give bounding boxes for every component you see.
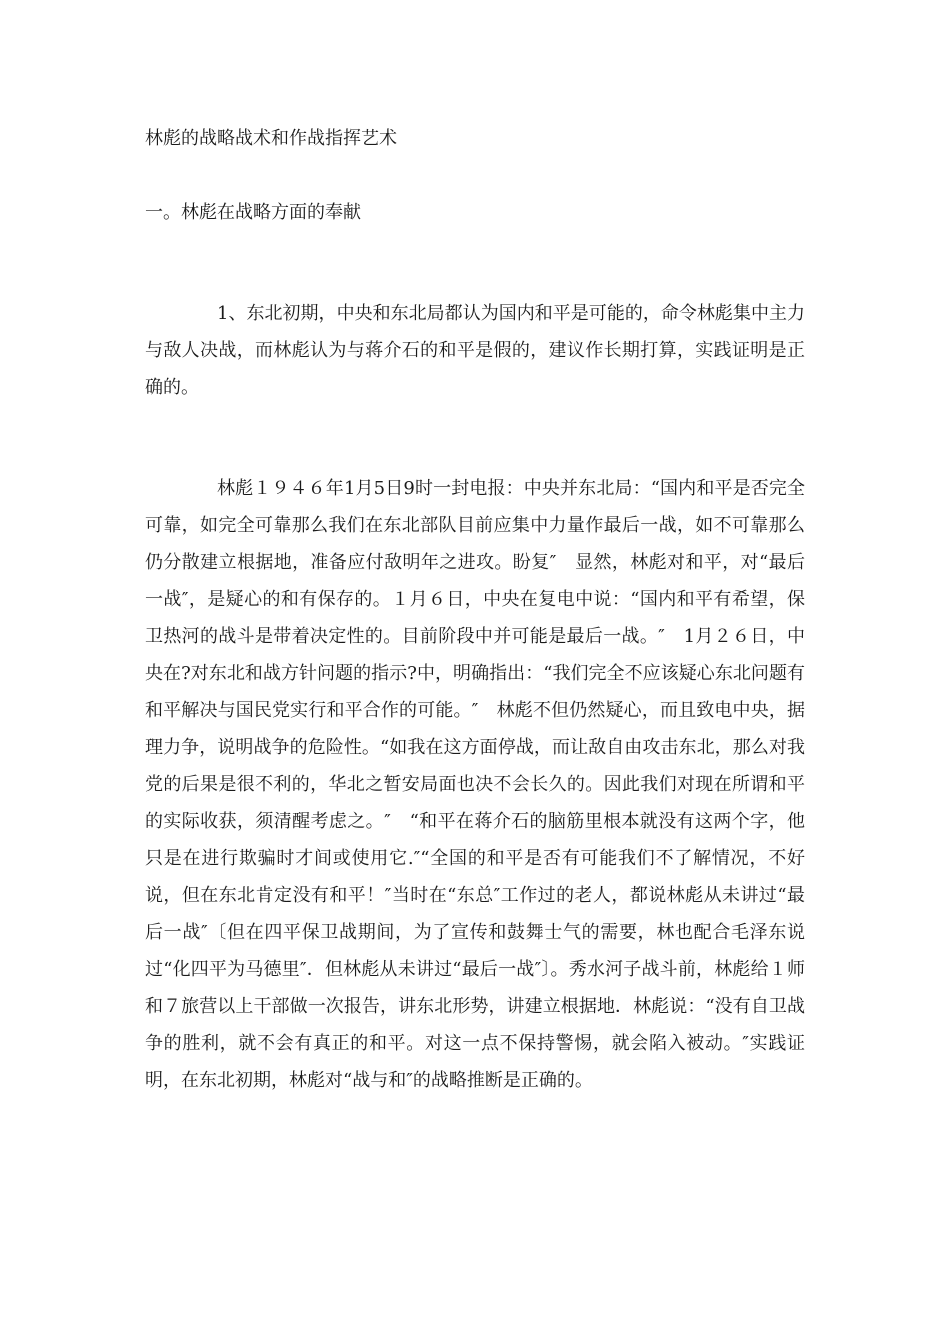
paragraph-2: 林彪１９４６年1月5日9时一封电报：中央并东北局：“国内和平是否完全可靠，如完全可靠那么我们在东北部队目前应集中力量作最后一战，如不可靠那么仍分散建立根据地，准备应付敌明年之进攻。盼复″ 显然，林彪对和平，对“最后一战″，是疑心的和有保存的。１月６日，中央在复电中说：“国内和平有希望，保卫热河的战斗是带着决定性的。目前阶段中并可能是最后一战。″ 1月２６日，中央在?对东北和战方针问题的指示?中，明确指出：“我们完全不应该疑心东北问题有和平解决与国民党实行和平合作的可能。″ 林彪不但仍然疑心，而且致电中央，据理力争，说明战争的危险性。“如我在这方面停战，而让敌自由攻击东北，那么对我党的后果是很不利的，华北之暂安局面也决不会长久的。因此我们对现在所谓和平的实际收获，须清醒考虑之。″ “和平在蒋介石的脑筋里根本就没有这两个字，他只是在进行欺骗时才间或使用它.″“全国的和平是否有可能我们不了解情况，不好说，但在东北肯定没有和平！″当时在“东总″工作过的老人，都说林彪从未讲过“最后一战″〔但在四平保卫战期间，为了宣传和鼓舞士气的需要，林也配合毛泽东说过“化四平为马德里″．但林彪从未讲过“最后一战″〕。秀水河子战斗前，林彪给１师和７旅营以上干部做一次报告，讲东北形势，讲建立根据地．林彪说：“没有自卫战争的胜利，就不会有真正的和平。对这一点不保持警惕，就会陷入被动。″实践证明，在东北初期，林彪对“战与和″的战略推断是正确的。 xyxy=(145,478,805,1091)
document-title: 林彪的战略战术和作战指挥艺术 xyxy=(145,128,397,149)
section-heading: 一。林彪在战略方面的奉献 xyxy=(145,202,361,223)
paragraph-1: 1、东北初期，中央和东北局都认为国内和平是可能的，命令林彪集中主力与敌人决战，而林彪认为与蒋介石的和平是假的，建议作长期打算，实践证明是正确的。 xyxy=(145,303,805,398)
